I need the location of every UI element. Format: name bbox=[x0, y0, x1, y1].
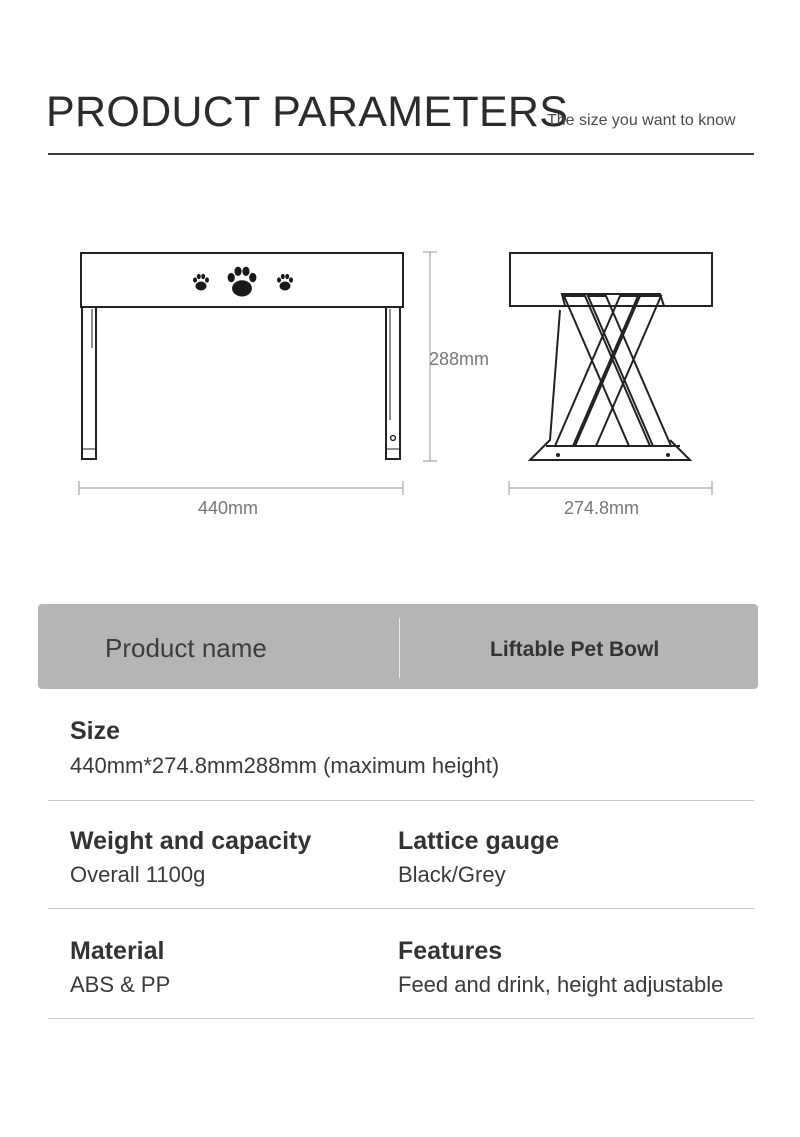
side-view-feet bbox=[556, 453, 670, 457]
header-divider bbox=[48, 153, 754, 155]
material-value: ABS & PP bbox=[70, 972, 171, 997]
front-width-dimension-label: 440mm bbox=[198, 498, 259, 518]
features-value: Feed and drink, height adjustable bbox=[398, 972, 724, 997]
features-title: Features bbox=[398, 937, 503, 965]
product-name-value: Liftable Pet Bowl bbox=[490, 638, 660, 661]
weight-title: Weight and capacity bbox=[70, 827, 312, 855]
side-width-dimension-label: 274.8mm bbox=[564, 498, 640, 518]
size-value: 440mm*274.8mm288mm (maximum height) bbox=[70, 753, 500, 778]
page-title: PRODUCT PARAMETERS bbox=[46, 88, 569, 136]
paw-icon bbox=[193, 267, 293, 297]
spec-divider bbox=[48, 1018, 754, 1019]
lattice-value: Black/Grey bbox=[398, 862, 506, 887]
weight-value: Overall 1100g bbox=[70, 862, 206, 887]
page-subtitle: The size you want to know bbox=[547, 112, 736, 129]
spec-divider bbox=[48, 908, 754, 909]
material-title: Material bbox=[70, 937, 165, 965]
lattice-title: Lattice gauge bbox=[398, 827, 560, 855]
side-view-drawing bbox=[510, 253, 712, 460]
spec-divider bbox=[48, 800, 754, 801]
height-dimension-label: 288mm bbox=[429, 349, 490, 369]
product-name-divider bbox=[399, 618, 400, 678]
size-title: Size bbox=[70, 717, 121, 745]
product-name-label: Product name bbox=[105, 633, 267, 663]
product-dimension-drawing bbox=[0, 230, 800, 530]
